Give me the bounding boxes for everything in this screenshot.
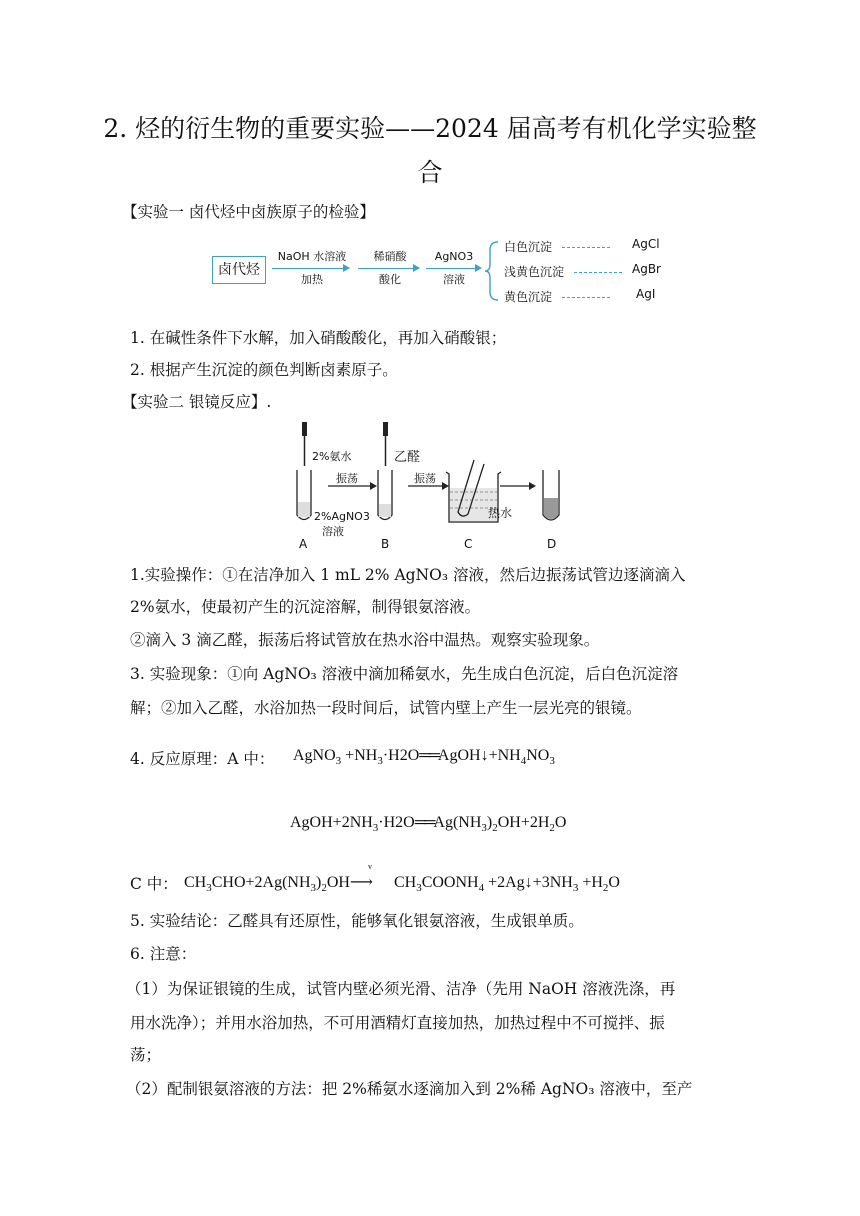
- exp2-heading: 【实验二 银镜反应】.: [122, 393, 272, 411]
- scheme-arrow-1: [272, 268, 348, 269]
- scheme-arrow-2: [358, 268, 418, 269]
- scheme-step3-top: AgNO3: [434, 250, 474, 263]
- silver-mirror-apparatus: [286, 420, 576, 550]
- scheme-result-3-label: 黄色沉淀: [504, 290, 553, 304]
- reagent-ammonia-label: 2%氨水: [312, 450, 352, 463]
- exp1-item-1: 1. 在碱性条件下水解，加入硝酸酸化，再加入硝酸银；: [130, 329, 507, 347]
- scheme-result-1-dash: [562, 247, 610, 248]
- figure-label-b: B: [381, 537, 390, 551]
- figure-label-d: D: [547, 537, 557, 551]
- solution-label: 溶液: [322, 525, 344, 538]
- exp2-operation-2: ②滴入 3 滴乙醛，振荡后将试管放在热水浴中温热。观察实验现象。: [130, 631, 600, 649]
- exp1-item-2: 2. 根据产生沉淀的颜色判断卤素原子。: [130, 361, 398, 379]
- equation-a1: AgNO$_3$ $+NH_3\cdot H2O══AgOH↓+NH_4NO_3$: [293, 747, 555, 768]
- equation-a2: $AgOH+2NH_3\cdot H2O══Ag(NH_3)_2OH+2H_2O$: [290, 814, 567, 835]
- page-title-line1: 2. 烃的衍生物的重要实验——2024 届高考有机化学实验整: [103, 114, 757, 143]
- scheme-result-2-dash: [574, 272, 622, 273]
- scheme-step3-bottom: 溶液: [443, 273, 465, 286]
- scheme-arrow-3: [426, 268, 480, 269]
- scheme-step2-top: 稀硝酸: [373, 250, 407, 263]
- equation-c: $CH_3CHO+2Ag(NH_3)_2OH$ v ⟶ $CH_3COONH_4$ $+2Ag↓+3NH_3 +H_2O$: [184, 862, 620, 895]
- reagent-acetaldehyde-label: 乙醛: [394, 450, 421, 465]
- scheme-step2-bottom: 酸化: [379, 273, 401, 286]
- scheme-result-3-product: AgI: [636, 287, 656, 301]
- shake-label-2: 振荡: [414, 472, 436, 485]
- exp2-operation-1b: 2%氨水，使最初产生的沉淀溶解，制得银氨溶液。: [130, 598, 481, 616]
- scheme-start-box: 卤代烃: [212, 256, 266, 284]
- exp1-heading: 【实验一 卤代烃中卤族原子的检验】: [122, 203, 375, 221]
- conclusion: 5. 实验结论：乙醛具有还原性，能够氧化银氨溶液，生成银单质。: [130, 912, 584, 930]
- hot-water-label: 热水: [488, 506, 513, 520]
- note-2: （2）配制银氨溶液的方法：把 2%稀氨水逐滴加入到 2%稀 AgNO₃ 溶液中，至产: [126, 1080, 693, 1098]
- exp2-phenomenon-a: 3. 实验现象：①向 AgNO₃ 溶液中滴加稀氨水，先生成白色沉淀，后白色沉淀溶: [130, 665, 679, 683]
- shake-label-1: 振荡: [336, 472, 358, 485]
- exp2-phenomenon-b: 解；②加入乙醛，水浴加热一段时间后，试管内壁上产生一层光亮的银镜。: [130, 699, 642, 717]
- scheme-result-1-label: 白色沉淀: [504, 240, 553, 254]
- scheme-result-2-product: AgBr: [632, 262, 661, 276]
- note-1a: （1）为保证银镜的生成，试管内壁必须光滑、洁净（先用 NaOH 溶液洗涤，再: [126, 980, 676, 998]
- note-1c: 荡；: [130, 1046, 162, 1064]
- principle-c-label: C 中：: [130, 875, 178, 893]
- silver-nitrate-label: 2%AgNO3: [314, 510, 370, 523]
- scheme-step1-bottom: 加热: [301, 273, 323, 286]
- halogen-test-scheme: [212, 236, 672, 306]
- page-title-line2: 合: [417, 158, 443, 187]
- scheme-result-3-dash: [562, 297, 610, 298]
- principle-label: 4. 反应原理：A 中：: [130, 750, 275, 768]
- scheme-step1-top: NaOH 水溶液: [277, 250, 347, 263]
- figure-label-a: A: [299, 537, 308, 551]
- figure-label-c: C: [464, 537, 473, 551]
- note-1b: 用水洗净）；并用水浴加热，不可用酒精灯直接加热，加热过程中不可搅拌、振: [130, 1014, 665, 1032]
- notes-heading: 6. 注意：: [130, 945, 197, 963]
- scheme-result-1-product: AgCl: [632, 237, 660, 251]
- scheme-brace: [484, 240, 500, 302]
- exp2-operation-1a: 1.实验操作：①在洁净加入 1 mL 2% AgNO₃ 溶液，然后边振荡试管边逐滴滴入: [130, 566, 686, 584]
- scheme-result-2-label: 浅黄色沉淀: [504, 265, 565, 279]
